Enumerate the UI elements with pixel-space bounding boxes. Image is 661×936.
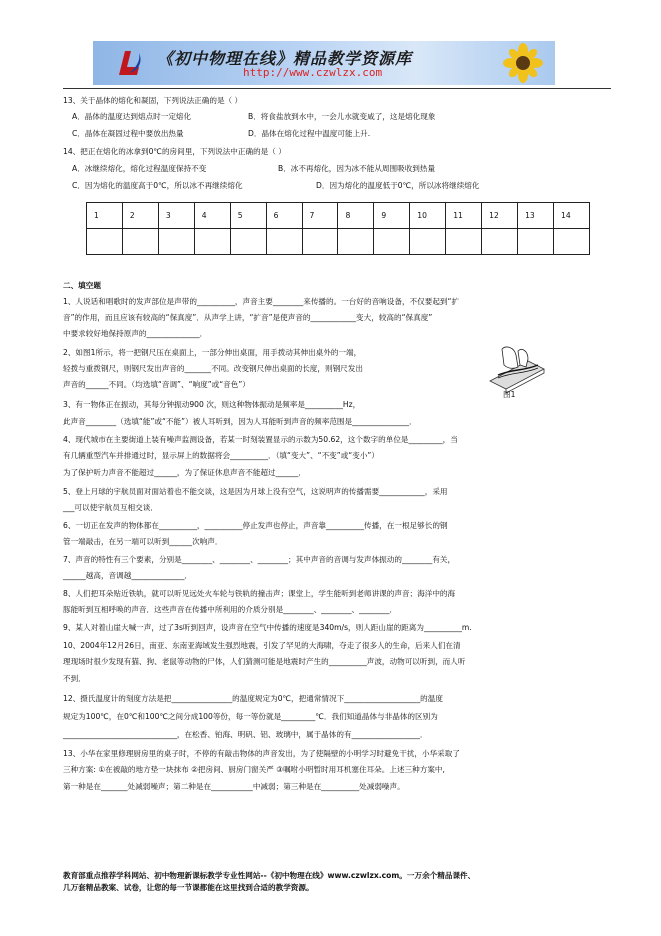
banner-title: 《初中物理在线》精品教学资源库 [157, 49, 413, 68]
fill-q9-line1: 9、某人对着山崖大喊一声，过了3s听到回声，设声音在空气中传播的速度是340m/s，则人距山崖的距离为__________m. [63, 623, 472, 632]
answer-cell[interactable] [482, 229, 518, 255]
fill-q7-line1: 7、声音的特性有三个要素，分别是________、________、________；其中声音的音调与发声体振动的________有关， [63, 555, 456, 564]
banner-url: http://www.czwlzx.com [243, 66, 383, 79]
question-13: 13、关于晶体的熔化和凝固，下列说法正确的是（ ） [63, 96, 243, 105]
answer-cell[interactable] [374, 229, 410, 255]
fill-q5-line2: ___可以使宇航员互相交谈． [63, 503, 158, 512]
fill-q8-line2: 豚能听到互相呼唤的声音．这些声音在传播中所利用的介质分别是________、________、________． [63, 605, 398, 614]
fill-q7-line2: ______越高，音调越______________． [63, 571, 193, 580]
answer-cell[interactable] [410, 229, 446, 255]
header-banner [93, 41, 555, 85]
ruler-on-table-figure-icon [488, 341, 546, 395]
fill-q2-line1: 2、如图1所示，将一把钢尺压在桌面上，一部分伸出桌面，用手拨动其伸出桌外的一端， [63, 348, 362, 357]
answer-cell[interactable] [518, 229, 554, 255]
answer-cell[interactable] [266, 229, 302, 255]
answer-table [86, 202, 590, 255]
question-14-option-c: C．因为熔化的温度高于0℃，所以冰不再继续熔化 [72, 181, 243, 190]
answer-cell[interactable] [553, 229, 589, 255]
answer-number: 6 [266, 203, 302, 229]
footer-line-2: 几万套精品教案、试卷，让您的每一节课都能在这里找到合适的教学资源。 [63, 883, 314, 892]
footer-line-1: 教育部重点推荐学科网站、初中物理新课标教学专业性网站--《初中物理在线》www.czwlzx.com。一万余个精品课件、 [63, 871, 476, 880]
fill-q12-line2: 规定为100℃，在0℃和100℃之间分成100等份，每一等份就是_________℃．我们知道晶体与非晶体的区别为 [63, 712, 438, 721]
answer-cell[interactable] [158, 229, 194, 255]
answer-cell[interactable] [230, 229, 266, 255]
question-14-option-d: D．因为熔化的温度低于0℃，所以冰将继续熔化 [316, 181, 480, 190]
answer-cell[interactable] [122, 229, 158, 255]
fill-q5-line1: 5、登上月球的宇航员面对面站着也不能交谈，这是因为月球上没有空气，这说明声的传播需要____________，采用 [63, 487, 448, 496]
answer-number: 5 [230, 203, 266, 229]
answer-cell[interactable] [338, 229, 374, 255]
answer-number: 14 [553, 203, 589, 229]
question-13-option-a: A．晶体的温度达到熔点时一定熔化 [72, 112, 192, 121]
answer-number: 13 [518, 203, 554, 229]
answer-number: 7 [302, 203, 338, 229]
question-14: 14、把正在熔化的冰拿到0℃的房间里，下列说法中正确的是（ ） [63, 147, 286, 156]
figure-caption: 图1 [503, 390, 516, 399]
answer-cell[interactable] [87, 229, 123, 255]
answer-table-blank-row [87, 229, 590, 255]
fill-q12-line1: 12、摄氏温度计的刻度方法是把________________的温度规定为0℃，把通常情况下____________________的温度 [63, 694, 443, 703]
fill-q1-line1: 1、人说话和唱歌时的发声部位是声带的__________，声音主要________来传播的。一台好的音响设备，不仅要起到“扩 [63, 297, 460, 306]
answer-number: 11 [446, 203, 482, 229]
header-divider [63, 88, 611, 89]
answer-number: 8 [338, 203, 374, 229]
answer-number: 2 [122, 203, 158, 229]
fill-q4-line2: 有几辆重型汽车并排通过时，显示屏上的数据将会__________．（填“变大”、“不变”或“变小”） [63, 451, 379, 460]
answer-cell[interactable] [194, 229, 230, 255]
question-14-option-a: A．冰继续熔化，熔化过程温度保持不变 [72, 164, 207, 173]
page-footer [63, 870, 611, 894]
answer-cell[interactable] [302, 229, 338, 255]
question-13-option-b: B．将食盐放到水中，一会儿水就变咸了，这是熔化现象 [248, 112, 436, 121]
fill-q13-line1: 13、小华在家里修理厨房里的桌子时，不停的有敲击物体的声音发出，为了使隔壁的小明学习时避免干扰，小华采取了 [63, 749, 460, 758]
answer-number: 1 [87, 203, 123, 229]
fill-q10-line2: 理现场时很少发现有猫、狗、老鼠等动物的尸体，人们猜测可能是地震时产生的__________声波，动物可以听到，而人听 [63, 657, 466, 666]
fill-q10-line1: 10、2004年12月26日，南亚、东南亚海域发生强烈地震，引发了罕见的大海啸，夺走了很多人的生命，后来人们在清 [63, 641, 461, 650]
fill-q2-line2: 轻拨与重拨钢尺，则钢尺发出声音的_______不同。改变钢尺伸出桌面的长度，则钢尺发出 [63, 364, 363, 373]
answer-cell[interactable] [446, 229, 482, 255]
fill-q4-line1: 4、现代城市在主要街道上装有噪声监测设备，若某一时刻装置显示的示数为50.62，这个数字的单位是_________，当 [63, 435, 458, 444]
fill-q6-line2: 管一端敲击，在另一端可以听到______次响声． [63, 537, 223, 546]
fill-q8-line1: 8、人们把耳朵贴近铁轨，就可以听见远处火车轮与铁轨的撞击声；课堂上，学生能听到老师讲课的声音；海洋中的海 [63, 589, 456, 598]
fill-q1-line2: 音”的作用，而且应该有较高的“保真度”．从声学上讲，“扩音”是使声音的____________变大，较高的“保真度” [63, 313, 433, 322]
answer-table-header-row [87, 203, 590, 229]
question-13-option-c: C．晶体在凝固过程中要放出热量 [72, 129, 184, 138]
site-logo-icon [115, 47, 143, 79]
answer-number: 12 [482, 203, 518, 229]
fill-q10-line3: 不到． [63, 674, 86, 683]
fill-q13-line2: 三种方案: ①在被敲的地方垫一块抹布 ②把房间、厨房门窗关严 ③嘱咐小明暂时用耳机塞住耳朵。上述三种方案中, [63, 765, 445, 774]
answer-number: 3 [158, 203, 194, 229]
fill-q3-line2: 此声音________（选填“能”或“不能”）被人耳听到，因为人耳能听到声音的频率范围是_______________． [63, 417, 417, 426]
fill-q3-line1: 3、有一物体正在振动，其每分钟振动900 次，则这种物体振动是频率是__________Hz， [63, 400, 361, 409]
answer-number: 9 [374, 203, 410, 229]
answer-number: 4 [194, 203, 230, 229]
fill-q13-line3: 第一种是在_______处减弱噪声；第二种是在___________中减弱；第三种是在__________处减弱噪声。 [63, 782, 405, 791]
section-heading: 二、填空题 [63, 281, 101, 290]
answer-number: 10 [410, 203, 446, 229]
question-13-option-d: D．晶体在熔化过程中温度可能上升. [248, 129, 371, 138]
fill-q6-line1: 6、一切正在发声的物体都在__________，__________停止发声也停止，声音靠__________传播，在一根足够长的钢 [63, 521, 448, 530]
fill-q12-line3: ______________________________，在松香、铂海、明矾、铝、玻璃中，属于晶体的有__________________． [63, 730, 428, 739]
fill-q2-line3: 声音的______不同。（均选填“音调”、“响度”或“音色”） [63, 380, 250, 389]
fill-q4-line3: 为了保护听力声音不能超过______，为了保证休息声音不能超过______． [63, 468, 306, 477]
sunflower-icon [497, 43, 549, 83]
question-14-option-b: B．冰不再熔化，因为冰不能从周围吸收到热量 [278, 164, 436, 173]
fill-q1-line3: 中要求较好地保持原声的______________． [63, 329, 208, 338]
